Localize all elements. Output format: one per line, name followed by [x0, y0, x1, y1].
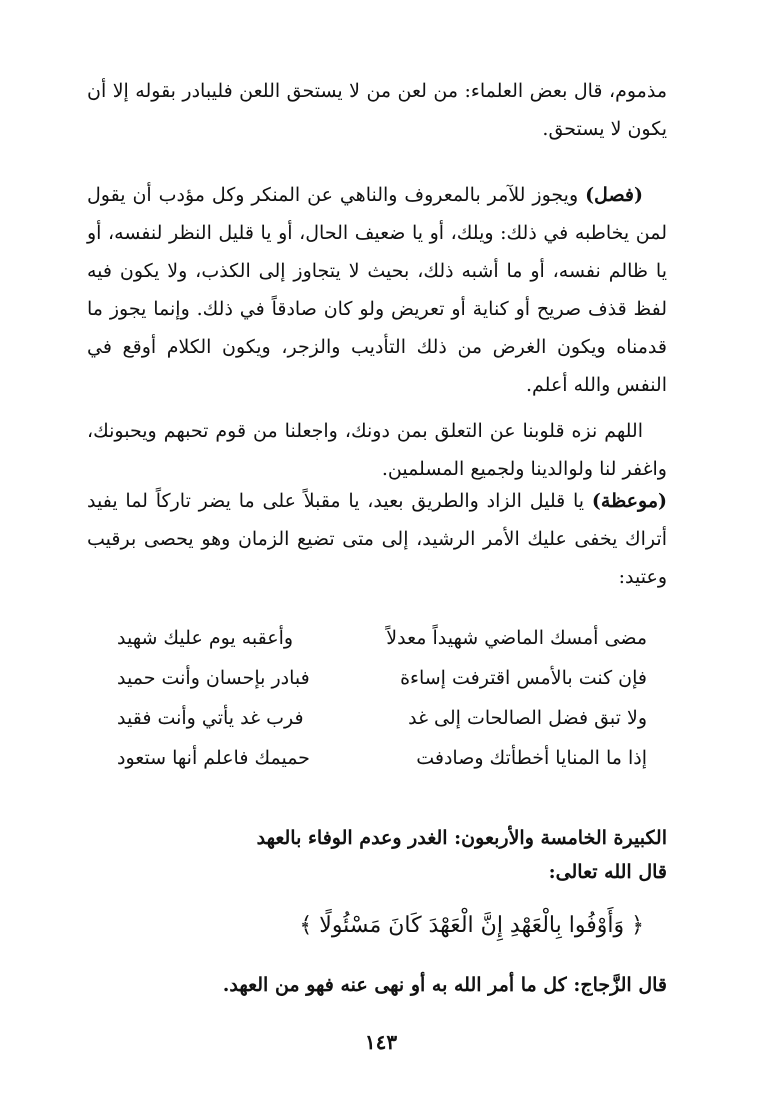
poem — [117, 618, 647, 778]
verse-close-bracket: ﴾ — [299, 913, 313, 938]
poem-second-hemistich: حميمك فاعلم أنها ستعود — [117, 747, 310, 769]
section-label-mawizah: (موعظة) — [591, 490, 667, 512]
verse-text: وَأَوْفُوا بِالْعَهْدِ إِنَّ الْعَهْدَ كَانَ مَسْئُولًا — [319, 913, 625, 938]
paragraph-dua — [87, 412, 667, 488]
paragraph-fasl — [87, 176, 667, 404]
paragraph-mawizah — [87, 482, 667, 596]
verse-open-bracket: ﴿ — [631, 913, 644, 938]
paragraph-text: مذموم، قال بعض العلماء: من لعن من لا يستحق اللعن فليبادر بقوله إلا أن يكون لا يستحق. — [87, 80, 667, 140]
poem-first-hemistich: إذا ما المنايا أخطأتك وصادفت — [416, 747, 647, 769]
zajjaj-quote: قال الزَّجاج: كل ما أمر الله به أو نهى عنه فهو من العهد. — [222, 974, 667, 996]
poem-second-hemistich: وأعقبه يوم عليك شهيد — [117, 627, 294, 649]
poem-second-hemistich: فرب غد يأتي وأنت فقيد — [117, 707, 304, 729]
poem-first-hemistich: مضى أمسك الماضي شهيداً معدلاً — [386, 627, 647, 649]
poem-first-hemistich: فإن كنت بالأمس اقترفت إساءة — [400, 667, 647, 689]
paragraph-text: اللهم نزه قلوبنا عن التعلق بمن دونك، واجعلنا من قوم تحبهم ويحبونك، واغفر لنا ولوالدينا ولجميع المسلمين. — [87, 420, 667, 480]
poem-first-hemistich: ولا تبق فضل الصالحات إلى غد — [408, 707, 647, 729]
poem-second-hemistich: فبادر بإحسان وأنت حميد — [117, 667, 310, 689]
quran-verse — [124, 906, 644, 946]
section-heading: الكبيرة الخامسة والأربعون: الغدر وعدم الوفاء بالعهد — [256, 827, 667, 849]
poem-verse — [117, 738, 647, 778]
poem-verse — [117, 618, 647, 658]
page-number: ١٤٣ — [364, 1030, 398, 1054]
poem-verse — [117, 698, 647, 738]
paragraph-text: يا قليل الزاد والطريق بعيد، يا مقبلاً على ما يضر تاركاً لما يفيد أتراك يخفى عليك الأمر الرشيد، إلى متى تضيع الزمان وهو يحصى برقيب وعتيد: — [87, 490, 667, 588]
paragraph-opening — [87, 72, 667, 148]
section-subheading: قال الله تعالى: — [548, 861, 667, 883]
section-label-fasl: (فصل) — [585, 184, 643, 206]
paragraph-text: ويجوز للآمر بالمعروف والناهي عن المنكر وكل مؤدب أن يقول لمن يخاطبه في ذلك: ويلك، أو يا ضعيف الحال، أو يا قليل النظر لنفسه، أو يا ظالم نفسه، أو ما أشبه ذلك، بحيث لا يتجاوز إلى الكذب، ولا يكون فيه لفظ قذف صريح أو كناية أو تعريض ولو كان صادقاً في ذلك. وإنما يجوز ما قدمناه ويكون الغرض من ذلك التأديب والزجر، ويكون الكلام أوقع في النفس والله أعلم. — [87, 184, 667, 396]
poem-verse — [117, 658, 647, 698]
